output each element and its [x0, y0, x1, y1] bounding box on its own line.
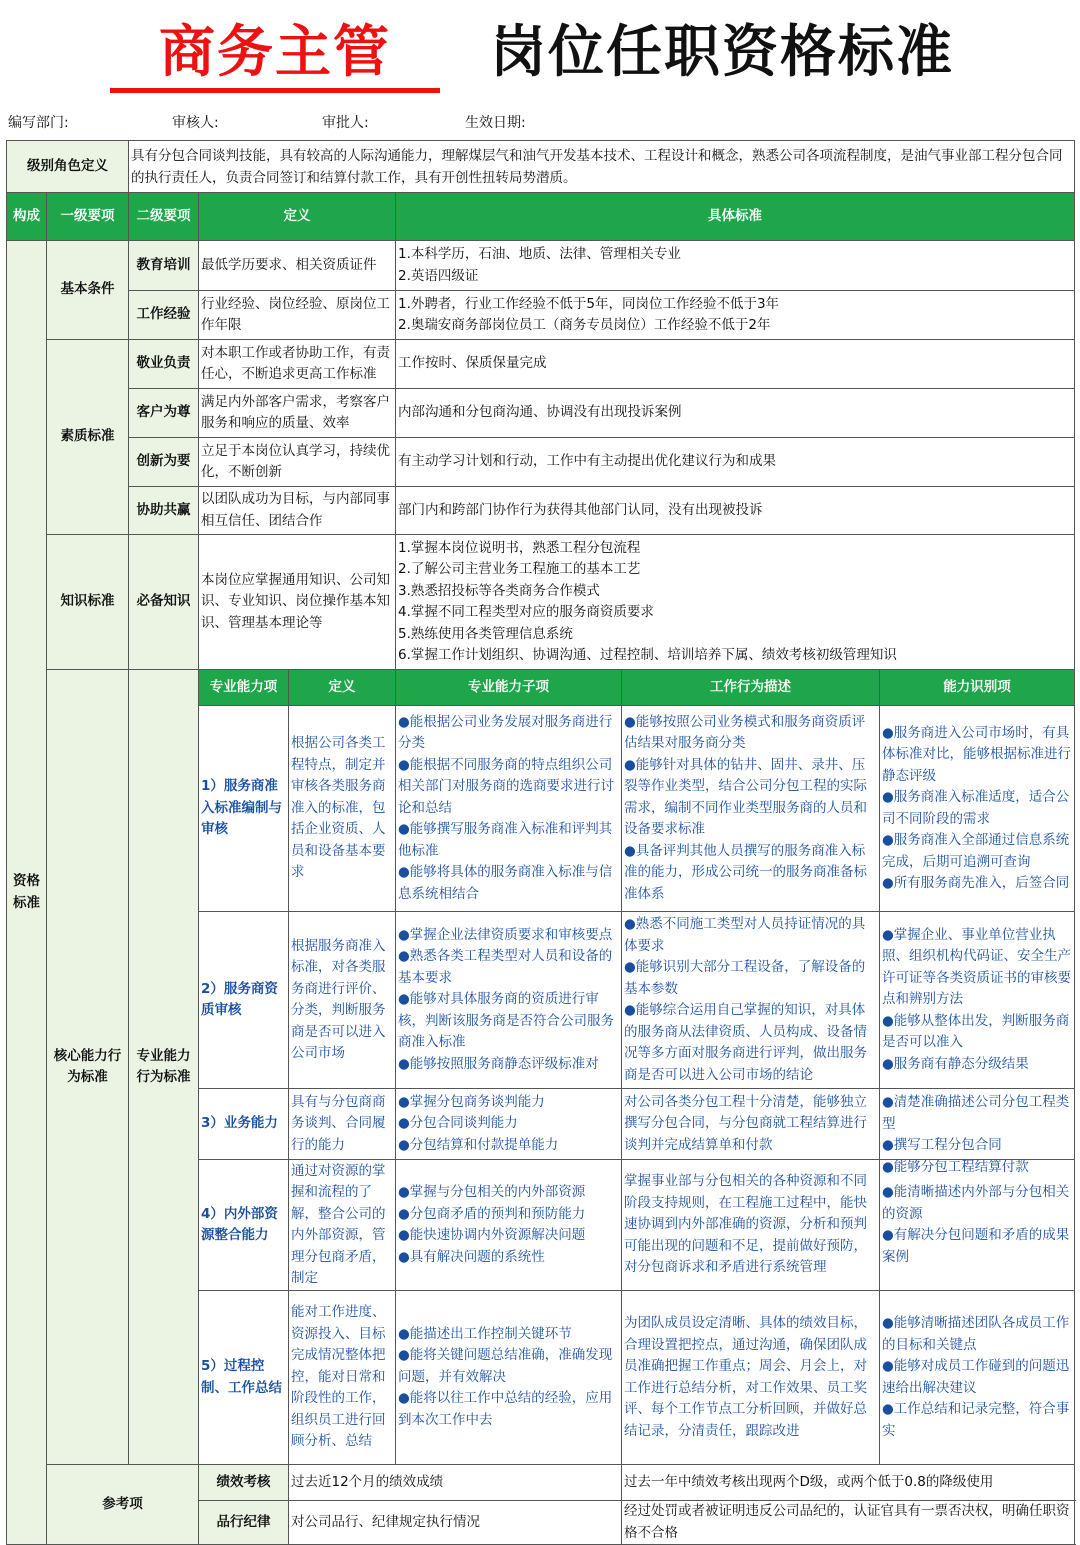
ability-sub-line: ●能够对具体服务商的资质进行审核，判断该服务商是否符合公司服务商准入标准 [398, 991, 614, 1051]
knowledge-std-line: 3.熟悉招投标等各类商务合作模式 [398, 582, 600, 599]
quality-item-def-text: 满足内外部客户需求，考察客户服务和响应的质量、效率 [201, 393, 390, 431]
ability-sub-line: ●能够将具体的服务商准入标准与信息系统相结合 [398, 864, 613, 902]
basic-label: 基本条件 [47, 241, 129, 340]
ability-sub [396, 706, 622, 912]
quality-label: 素质标准 [47, 340, 129, 535]
ability-recognition [880, 1291, 1075, 1465]
meta-dept: 编写部门: [8, 115, 69, 131]
perf-def: 过去近12个月的绩效成绩 [289, 1465, 622, 1501]
title-row [0, 0, 1080, 108]
quality-item-def-text: 以团队成功为目标，与内部同事相互信任、团结合作 [201, 491, 390, 529]
knowledge-std-line: 1.掌握本岗位说明书，熟悉工程分包流程 [398, 539, 641, 556]
group-qualification: 资格标准 [7, 241, 47, 1545]
meta-date: 生效日期: [465, 115, 526, 131]
ability-sub-line: ●能描述出工作控制关键环节 [398, 1325, 572, 1342]
quality-item-name: 协助共赢 [129, 487, 199, 535]
knowledge-std-line: 6.掌握工作计划组织、协调沟通、过程控制、培训培养下属、绩效考核初级管理知识 [398, 647, 897, 663]
core-label: 核心能力行为标准 [47, 670, 129, 1465]
subheader-behavior: 工作行为描述 [622, 670, 880, 706]
ability-sub-line: ●分包商矛盾的预判和预防能力 [398, 1205, 586, 1222]
ability-behavior [622, 912, 880, 1089]
ability-recognition-line: ●能够清晰描述团队各成员工作的目标和关键点 [882, 1315, 1070, 1353]
ability-behavior-line: ●能够针对具体的钻井、固井、录井、压裂等作业类型，结合公司分包工程的实际需求，编制不同作业类型服务商的人员和设备要求标准 [624, 756, 867, 838]
edu-def: 最低学历要求、相关资质证件 [199, 241, 396, 291]
knowledge-std-line: 2.了解公司主营业务工程施工的基本工艺 [398, 561, 641, 577]
ability-recognition [880, 1089, 1075, 1175]
exp-std-line: 1.外聘者，行业工作经验不低于5年，同岗位工作经验不低于3年 [398, 295, 780, 312]
subheader-sub: 专业能力子项 [396, 670, 622, 706]
edu-std [396, 241, 1075, 291]
ability-recognition-line: ●工作总结和记录完整，符合事实 [882, 1401, 1070, 1439]
header-level1: 一级要项 [47, 193, 129, 241]
ability-sub-line: ●能将关键问题总结准确，准确发现问题，并有效解决 [398, 1347, 613, 1385]
quality-item-def [199, 438, 396, 487]
ability-sub [396, 1160, 622, 1291]
subheader-item: 专业能力项 [199, 670, 289, 706]
ability-recognition-clip [882, 1092, 1072, 1175]
ability-sub-line: ●能够撰写服务商准入标准和评判其他标准 [398, 821, 613, 859]
edu-std-line: 1.本科学历，石油、地质、法律、管理相关专业 [398, 246, 681, 262]
ability-sub-line: ●能根据公司业务发展对服务商进行分类 [398, 713, 613, 752]
exp-std [396, 291, 1075, 340]
ability-recognition-line: ●掌握企业、事业单位营业执照、组织机构代码证、安全生产许可证等各类资质证书的审核要点和辨别方法 [882, 926, 1071, 1008]
ability-sub-line: ●能够按照服务商静态评级标准对 [398, 1055, 599, 1072]
quality-item-def-text: 立足于本岗位认真学习，持续优化，不断创新 [201, 442, 390, 480]
quality-item-def-text: 对本职工作或者协助工作，有责任心，不断追求更高工作标准 [201, 344, 390, 382]
exp-def: 行业经验、岗位经验、原岗位工作年限 [199, 291, 396, 340]
subheader-recognition: 能力识别项 [880, 670, 1075, 706]
qualification-table [6, 140, 1075, 1545]
quality-item-std: 有主动学习计划和行动，工作中有主动提出优化建议行为和成果 [396, 438, 1075, 487]
ability-def: 根据服务商准入标准，对各类服务商进行评价、分类，判断服务商是否可以进入公司市场 [289, 912, 396, 1089]
exp-name: 工作经验 [129, 291, 199, 340]
ability-item: 1）服务商准入标准编制与审核 [199, 706, 289, 912]
ability-item: 4）内外部资源整合能力 [199, 1160, 289, 1291]
header-level2: 二级要项 [129, 193, 199, 241]
knowledge-def: 本岗位应掌握通用知识、公司知识、专业知识、岗位操作基本知识、管理基本理论等 [199, 535, 396, 670]
ability-recognition-line: ●服务商进入公司市场时，有具体标准对比，能够根据标准进行静态评级 [882, 724, 1071, 784]
edu-name: 教育培训 [129, 241, 199, 291]
ref-label: 参考项 [47, 1465, 199, 1545]
disc-name: 品行纪律 [199, 1501, 289, 1545]
ability-recognition-line: ●清楚准确描述公司分包工程类型 [882, 1094, 1070, 1132]
meta-reviewer: 审核人: [172, 115, 219, 131]
ability-item: 5）过程控制、工作总结 [199, 1291, 289, 1465]
ability-recognition-line: ●服务商准入全部通过信息系统完成，后期可追溯可查询 [882, 832, 1070, 870]
ability-behavior-line: ●熟悉不同施工类型对人员持证情况的具体要求 [624, 916, 866, 954]
exp-std-line: 2.奥瑞安商务部岗位员工（商务专员岗位）工作经验不低于2年 [398, 317, 771, 333]
ability-sub-line: ●熟悉各类工程类型对人员和设备的基本要求 [398, 948, 613, 986]
ability-behavior: 为团队成员设定清晰、具体的绩效目标，合理设置把控点，通过沟通，确保团队成员准确把握工作重点；周会、月会上，对工作进行总结分析，对工作效果、员工奖评、每个工作节点工分析回顾，并做好总结记录，分清责任，跟踪改进 [622, 1291, 880, 1465]
role-def-text: 具有分包合同谈判技能，具有较高的人际沟通能力，理解煤层气和油气开发基本技术、工程设计和概念，熟悉公司各项流程制度，是油气事业部工程分包合同的执行责任人，负责合同签订和结算付款工作，具有开创性扭转局势潜质。 [129, 141, 1075, 193]
disc-std: 经过处罚或者被证明违反公司品纪的，认证官具有一票否决权，明确任职资格不合格 [622, 1501, 1075, 1545]
ability-sub-line: ●掌握与分包相关的内外部资源 [398, 1184, 586, 1200]
ability-sub-line: ●分包合同谈判能力 [398, 1115, 518, 1132]
ability-def: 根据公司各类工程特点，制定并审核各类服务商准入的标准，包括企业资质、人员和设备基本要求 [289, 706, 396, 912]
header-definition: 定义 [199, 193, 396, 241]
subheader-def: 定义 [289, 670, 396, 706]
perf-std: 过去一年中绩效考核出现两个D级，或两个低于0.8的降级使用 [622, 1465, 1075, 1501]
quality-item-std: 部门内和跨部门协作行为获得其他部门认同，没有出现被投诉 [396, 487, 1075, 535]
ability-item: 3）业务能力 [199, 1089, 289, 1160]
ability-sub-line: ●能根据不同服务商的特点组织公司相关部门对服务商的选商要求进行讨论和总结 [398, 756, 614, 816]
knowledge-name: 必备知识 [129, 535, 199, 670]
ability-recognition-line: ●能够从整体出发，判断服务商是否可以准入 [882, 1012, 1070, 1051]
ability-recognition-line: ●服务商准入标准适度，适合公司不同阶段的需求 [882, 789, 1070, 827]
header-standard: 具体标准 [396, 193, 1075, 241]
ability-sub-line: ●具有解决问题的系统性 [398, 1248, 545, 1265]
ability-behavior-line: ●能够识别大部分工程设备，了解设备的基本参数 [624, 959, 866, 997]
quality-item-name: 创新为要 [129, 438, 199, 487]
perf-name: 绩效考核 [199, 1465, 289, 1501]
ability-sub-line: ●能快速协调内外资源解决问题 [398, 1227, 586, 1243]
ability-sub [396, 912, 622, 1089]
ability-recognition-line: ●撰写工程分包合同 [882, 1137, 1002, 1153]
role-def-label: 级别角色定义 [7, 141, 129, 193]
ability-recognition [880, 1160, 1075, 1291]
quality-item-name: 客户为尊 [129, 389, 199, 438]
ability-sub-line: ●掌握分包商务谈判能力 [398, 1093, 545, 1110]
ability-behavior-line: ●能够按照公司业务模式和服务商资质评估结果对服务商分类 [624, 713, 866, 752]
ability-sub [396, 1089, 622, 1160]
ability-item: 2）服务商资质审核 [199, 912, 289, 1089]
ability-def: 能对工作进度、资源投入、目标完成情况整体把控，能对日常和阶段性的工作，组织员工进行回顾分析、总结 [289, 1291, 396, 1465]
quality-item-name: 敬业负责 [129, 340, 199, 389]
ability-def: 具有与分包商商务谈判、合同履行的能力 [289, 1089, 396, 1160]
pro-label: 专业能力行为标准 [129, 670, 199, 1465]
ability-sub-line: ●能将以往工作中总结的经验，应用到本次工作中去 [398, 1390, 613, 1428]
ability-behavior: 掌握事业部与分包相关的各种资源和不同阶段支持规则，在工程施工过程中，能快速协调到内外部准确的资源，分析和预判可能出现的问题和不足，提前做好预防，对分包商诉求和矛盾进行系统管理 [622, 1160, 880, 1291]
quality-item-def [199, 487, 396, 535]
edu-std-line: 2.英语四级证 [398, 267, 479, 284]
knowledge-std-line: 4.掌握不同工程类型对应的服务商资质要求 [398, 604, 654, 620]
ability-sub-line: ●分包结算和付款提单能力 [398, 1136, 559, 1153]
ability-behavior-line: ●能够综合运用自己掌握的知识，对具体的服务商从法律资质、人员构成、设备情况等多方面对服务商进行评判，做出服务商是否可以进入公司市场的结论 [624, 1002, 867, 1083]
knowledge-std-line: 5.熟练使用各类管理信息系统 [398, 625, 573, 642]
doc-title: 岗位任职资格标准 [490, 20, 954, 85]
ability-sub [396, 1291, 622, 1465]
knowledge-std [396, 535, 1075, 670]
knowledge-label: 知识标准 [47, 535, 129, 670]
ability-recognition-line: ●能够分包工程结算付款 [882, 1158, 1029, 1175]
ability-recognition-line: ●能够对成员工作碰到的问题迅速给出解决建议 [882, 1358, 1070, 1396]
quality-item-std: 工作按时、保质保量完成 [396, 340, 1075, 389]
role-title: 商务主管 [110, 18, 440, 93]
ability-behavior: 对公司各类分包工程十分清楚，能够独立撰写分包合同，与分包商就工程结算进行谈判并完成结算单和付款 [622, 1089, 880, 1160]
ability-recognition-line: ●所有服务商先准入，后签合同 [882, 875, 1070, 891]
ability-recognition [880, 706, 1075, 912]
ability-sub-line: ●掌握企业法律资质要求和审核要点 [398, 926, 613, 943]
ability-behavior [622, 706, 880, 912]
ability-recognition [880, 912, 1075, 1089]
disc-def: 对公司品行、纪律规定执行情况 [289, 1501, 622, 1545]
meta-approver: 审批人: [322, 115, 369, 131]
header-composition: 构成 [7, 193, 47, 241]
ability-recognition-line: ●能清晰描述内外部与分包相关的资源 [882, 1184, 1070, 1222]
quality-item-def [199, 389, 396, 438]
ability-def: 通过对资源的掌握和流程的了解，整合公司的内外部资源，管理分包商矛盾，制定 [289, 1160, 396, 1291]
ability-behavior-line: ●具备评判其他人员撰写的服务商准入标准的能力，形成公司统一的服务商准备标准体系 [624, 842, 867, 902]
ability-recognition-line: ●有解决分包问题和矛盾的成果案例 [882, 1227, 1070, 1265]
quality-item-def [199, 340, 396, 389]
ability-recognition-line: ●服务商有静态分级结果 [882, 1055, 1029, 1072]
quality-item-std: 内部沟通和分包商沟通、协调没有出现投诉案例 [396, 389, 1075, 438]
